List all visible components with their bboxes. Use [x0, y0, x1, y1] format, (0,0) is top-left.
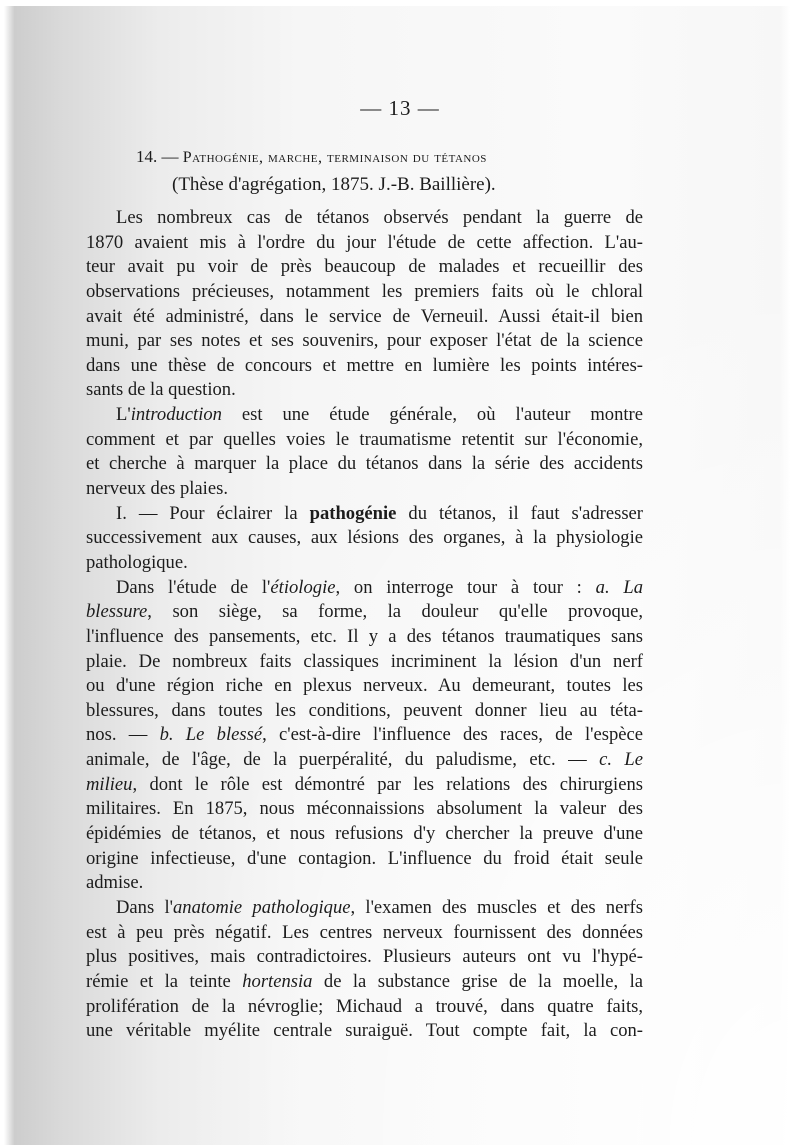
text-run: est à peu près négatif. Les centres nerveux fournissent des données: [86, 921, 643, 943]
paragraph: [86, 896, 643, 1044]
text-run: I. — Pour éclairer la: [116, 502, 310, 524]
paragraph: [86, 502, 643, 576]
text-run: du tétanos, il faut s'adresser: [396, 502, 643, 524]
text-run: pathologique.: [86, 551, 188, 573]
text-run: muni, par ses notes et ses souvenirs, pour exposer l'état de la science: [86, 330, 643, 352]
text-line: [86, 576, 643, 601]
text-line: [86, 255, 643, 280]
text-run: Dans l'étude de l': [116, 576, 271, 598]
text-run: l'influence des pansements, etc. Il y a des tétanos traumatiques sans: [86, 625, 643, 647]
text-line: [86, 1019, 643, 1044]
italic-text: a. La: [595, 576, 643, 598]
section-number: 14. —: [136, 147, 179, 166]
text-run: rémie et la teinte: [86, 970, 243, 992]
text-run: militaires. En 1875, nous méconnaissions absolument la valeur des: [86, 798, 643, 820]
text-line: [86, 871, 643, 896]
text-line: [86, 551, 643, 576]
text-run: , son siège, sa forme, la douleur qu'elle provoque,: [147, 601, 643, 623]
bold-text: pathogénie: [309, 502, 397, 524]
paragraph: [86, 576, 643, 896]
text-line: [86, 822, 643, 847]
italic-text: c. Le: [599, 749, 643, 771]
text-line: [86, 329, 643, 354]
text-run: admise.: [86, 872, 144, 894]
text-run: comment et par quelles voies le traumatisme retentit sur l'économie,: [86, 428, 643, 450]
text-run: L': [116, 404, 131, 426]
text-line: [86, 502, 643, 527]
text-line: [86, 674, 643, 699]
text-run: origine infectieuse, d'une contagion. L'influence du froid était seule: [86, 847, 643, 869]
paragraph: [86, 403, 643, 502]
text-run: une véritable myélite centrale suraiguë. Tout compte fait, la con-: [86, 1020, 643, 1042]
text-line: [86, 206, 643, 231]
text-line: [86, 896, 643, 921]
italic-text: étiologie: [270, 576, 336, 598]
text-run: , c'est-à-dire l'influence des races, de l'espèce: [262, 724, 643, 746]
text-run: Dans l': [116, 896, 173, 918]
text-run: animale, de l'âge, de la puerpéralité, du paludisme, etc. —: [86, 749, 600, 771]
text-line: [86, 354, 643, 379]
text-line: [86, 945, 643, 970]
text-line: [86, 526, 643, 551]
text-run: dans une thèse de concours et mettre en lumière les points intéres-: [86, 354, 643, 376]
text-run: successivement aux causes, aux lésions des organes, à la physiologie: [86, 527, 643, 549]
text-run: est une étude générale, où l'auteur montre: [221, 404, 643, 426]
text-run: blessures, dans toutes les conditions, peuvent donner lieu au téta-: [86, 699, 643, 721]
text-run: et cherche à marquer la place du tétanos dans la série des accidents: [86, 453, 643, 475]
text-run: avait été administré, dans le service de Verneuil. Aussi était-il bien: [86, 305, 643, 327]
text-line: [86, 231, 643, 256]
text-line: [86, 600, 643, 625]
paragraph: [86, 206, 643, 403]
italic-text: milieu: [86, 773, 133, 795]
text-line: [86, 773, 643, 798]
text-line: [86, 921, 643, 946]
text-line: [86, 748, 643, 773]
text-line: [86, 625, 643, 650]
text-line: [86, 428, 643, 453]
text-run: plus positives, mais contradictoires. Plusieurs auteurs ont vu l'hypé-: [86, 946, 643, 968]
italic-text: b. Le blessé: [159, 724, 263, 746]
text-line: [86, 305, 643, 330]
text-line: [86, 378, 643, 403]
text-run: , l'examen des muscles et des nerfs: [350, 896, 643, 918]
text-line: [86, 699, 643, 724]
text-line: [86, 280, 643, 305]
text-line: [86, 452, 643, 477]
text-run: sants de la question.: [86, 379, 236, 401]
text-run: , dont le rôle est démontré par les relations des chirurgiens: [132, 773, 643, 795]
text-line: [86, 847, 643, 872]
text-run: prolifération de la névroglie; Michaud a trouvé, dans quatre faits,: [86, 995, 643, 1017]
text-line: [86, 477, 643, 502]
body-text: [86, 206, 643, 1044]
text-run: Les nombreux cas de tétanos observés pendant la guerre de: [116, 207, 643, 228]
italic-text: introduction: [130, 404, 222, 426]
text-line: [86, 650, 643, 675]
text-run: épidémies de tétanos, et nous refusions d'y chercher la preuve d'une: [86, 823, 643, 845]
text-run: nerveux des plaies.: [86, 478, 228, 500]
text-run: 1870 avaient mis à l'ordre du jour l'étude de cette affection. L'au-: [86, 231, 643, 253]
text-line: [86, 797, 643, 822]
text-run: ou d'une région riche en plexus nerveux. Au demeurant, toutes les: [86, 675, 643, 697]
text-run: , on interroge tour à tour :: [335, 576, 596, 598]
section-heading: [136, 145, 656, 200]
text-line: [86, 403, 643, 428]
italic-text: hortensia: [242, 970, 313, 992]
section-title: Pathogénie, marche, terminaison du tétanos: [182, 149, 487, 166]
italic-text: anatomie pathologique: [172, 896, 351, 918]
page-number: — 13 —: [360, 96, 440, 120]
text-line: [86, 995, 643, 1020]
text-run: de la substance grise de la moelle, la: [312, 970, 643, 992]
text-line: [86, 723, 643, 748]
text-run: teur avait pu voir de près beaucoup de malades et recueillir des: [86, 256, 643, 278]
section-subtitle: (Thèse d'agrégation, 1875. J.-B. Baillière).: [172, 174, 496, 195]
text-run: plaie. De nombreux faits classiques incriminent la lésion d'un nerf: [86, 650, 643, 672]
text-line: [86, 970, 643, 995]
italic-text: blessure: [86, 601, 148, 623]
text-run: observations précieuses, notamment les premiers faits où le chloral: [86, 280, 643, 302]
text-run: nos. —: [86, 724, 160, 746]
